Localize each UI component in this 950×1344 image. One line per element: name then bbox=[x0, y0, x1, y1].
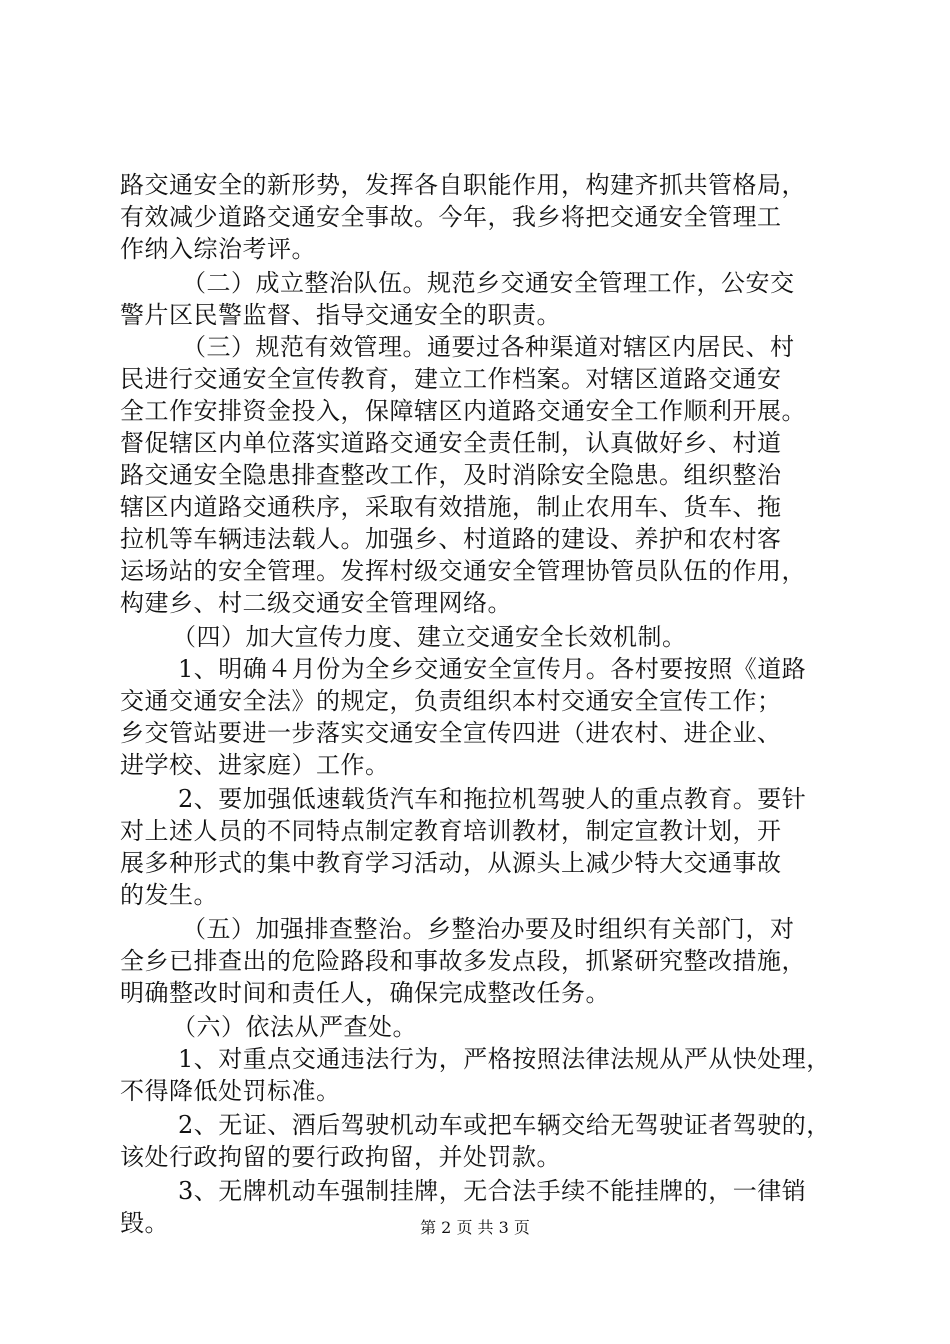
text-line: （六）依法从严查处。 bbox=[172, 1013, 417, 1041]
text-line: 民进行交通安全宣传教育，建立工作档案。对辖区道路交通安 bbox=[120, 365, 782, 393]
text-line: 对上述人员的不同特点制定教育培训教材，制定宣教计划，开 bbox=[120, 817, 782, 845]
text-line: 全乡已排查出的危险路段和事故多发点段，抓紧研究整改措施， bbox=[120, 947, 806, 975]
text-line: 1、明确４月份为全乡交通安全宣传月。各村要按照《道路 bbox=[178, 655, 807, 683]
text-line: 督促辖区内单位落实道路交通安全责任制，认真做好乡、村道 bbox=[120, 429, 782, 457]
text-line: 3、无牌机动车强制挂牌，无合法手续不能挂牌的，一律销 bbox=[178, 1177, 807, 1205]
page-number-footer: 第 2 页 共 3 页 bbox=[420, 1218, 530, 1237]
text-line: 2、无证、酒后驾驶机动车或把车辆交给无驾驶证者驾驶的， bbox=[178, 1111, 831, 1139]
text-line: （二）成立整治队伍。规范乡交通安全管理工作，公安交 bbox=[182, 269, 795, 297]
text-line: 警片区民警监督、指导交通安全的职责。 bbox=[120, 301, 561, 329]
text-line: 作纳入综治考评。 bbox=[120, 235, 316, 263]
text-line: 全工作安排资金投入，保障辖区内道路交通安全工作顺利开展。 bbox=[120, 397, 806, 425]
text-line: 交通交通安全法》的规定，负责组织本村交通安全宣传工作； bbox=[120, 687, 782, 715]
text-line: 1、对重点交通违法行为，严格按照法律法规从严从快处理， bbox=[178, 1045, 831, 1073]
text-line: 构建乡、村二级交通安全管理网络。 bbox=[120, 589, 512, 617]
text-line: （五）加强排查整治。乡整治办要及时组织有关部门，对 bbox=[182, 915, 795, 943]
text-line: 有效减少道路交通安全事故。今年，我乡将把交通安全管理工 bbox=[120, 203, 782, 231]
text-line: （三）规范有效管理。通要过各种渠道对辖区内居民、村 bbox=[182, 333, 795, 361]
text-line: 拉机等车辆违法载人。加强乡、村道路的建设、养护和农村客 bbox=[120, 525, 782, 553]
text-line: 路交通安全的新形势，发挥各自职能作用，构建齐抓共管格局， bbox=[120, 171, 806, 199]
text-line: 乡交管站要进一步落实交通安全宣传四进（进农村、进企业、 bbox=[120, 719, 782, 747]
text-line: 的发生。 bbox=[120, 881, 218, 909]
text-line: 展多种形式的集中教育学习活动，从源头上减少特大交通事故 bbox=[120, 849, 782, 877]
text-line: 进学校、进家庭）工作。 bbox=[120, 751, 390, 779]
text-line: 2、要加强低速载货汽车和拖拉机驾驶人的重点教育。要针 bbox=[178, 785, 807, 813]
text-line: 明确整改时间和责任人，确保完成整改任务。 bbox=[120, 979, 610, 1007]
text-line: 路交通安全隐患排查整改工作，及时消除安全隐患。组织整治 bbox=[120, 461, 782, 489]
text-line: 运场站的安全管理。发挥村级交通安全管理协管员队伍的作用， bbox=[120, 557, 806, 585]
text-line: 该处行政拘留的要行政拘留，并处罚款。 bbox=[120, 1143, 561, 1171]
text-line: （四）加大宣传力度、建立交通安全长效机制。 bbox=[172, 623, 687, 651]
text-line: 毁。 bbox=[120, 1209, 169, 1237]
text-line: 辖区内道路交通秩序，采取有效措施，制止农用车、货车、拖 bbox=[120, 493, 782, 521]
text-line: 不得降低处罚标准。 bbox=[120, 1077, 341, 1105]
